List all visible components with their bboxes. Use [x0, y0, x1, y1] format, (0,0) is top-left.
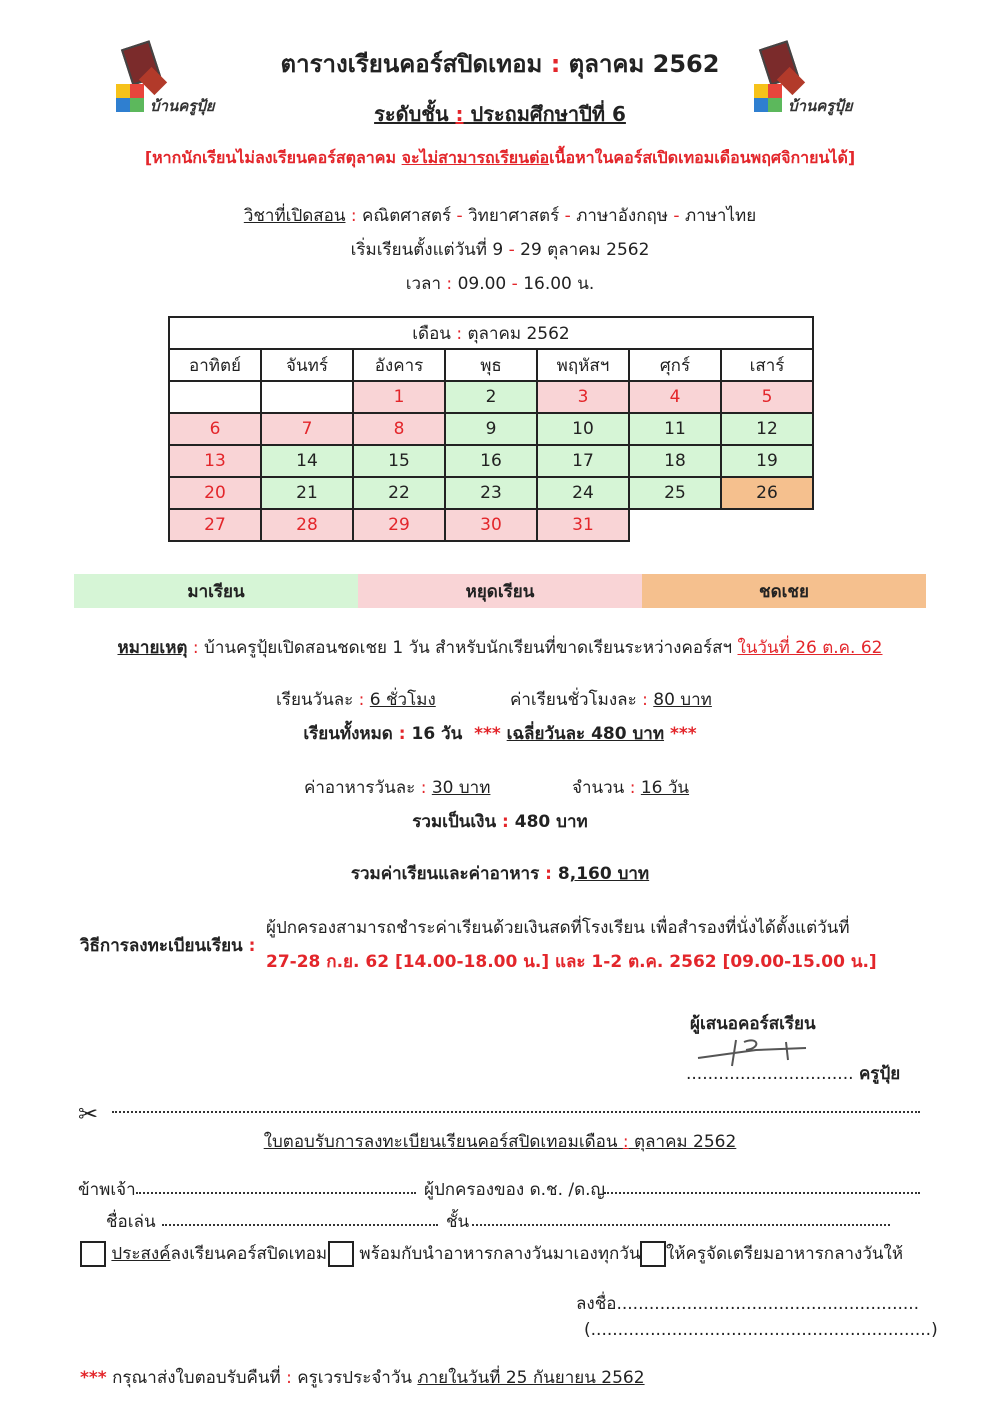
cut-line [112, 1111, 920, 1113]
class-label: ชั้น [446, 1212, 470, 1232]
calendar-day-cell: 7 [261, 413, 353, 445]
calendar-day-cell: 19 [721, 445, 813, 477]
weekday-header: พฤหัสฯ [537, 349, 629, 381]
calendar-day-cell: 28 [261, 509, 353, 541]
calendar-day-cell: 30 [445, 509, 537, 541]
calendar-day-cell: 17 [537, 445, 629, 477]
nickname-label: ชื่อเล่น [106, 1212, 156, 1232]
calendar-week-row [169, 509, 813, 541]
register-line-2: 27-28 ก.ย. 62 [14.00-18.00 น.] และ 1-2 ต.ค. 2562 [09.00-15.00 น.] [266, 952, 877, 972]
calendar-week-row [169, 445, 813, 477]
calendar-day-cell: 16 [445, 445, 537, 477]
logo-text: บ้านครูปุ้ย [150, 97, 215, 115]
calendar-day-cell: 13 [169, 445, 261, 477]
child-name-field[interactable] [604, 1192, 920, 1194]
register-label: วิธีการลงทะเบียนเรียน : [80, 936, 256, 956]
calendar-day-cell: 29 [353, 509, 445, 541]
calendar-day-cell: 18 [629, 445, 721, 477]
calendar-day-cell: 14 [261, 445, 353, 477]
calendar-day-cell: 6 [169, 413, 261, 445]
calendar-week-row [169, 413, 813, 445]
me-field[interactable] [136, 1192, 416, 1194]
remark-line: หมายเหตุ : บ้านครูปุ้ยเปิดสอนชดเชย 1 วัน สำหรับนักเรียนที่ขาดเรียนระหว่างคอร์สฯ ในวันที่ 26 ต.ค. 62 [117, 638, 883, 658]
calendar-day-cell: 5 [721, 381, 813, 413]
weekday-header: อังคาร [353, 349, 445, 381]
grand-total-line: รวมค่าเรียนและค่าอาหาร : 8,160 บาท [350, 864, 650, 884]
bring-lunch-checkbox[interactable] [328, 1241, 354, 1267]
signature-line: ............................... ครูปุ้ย [686, 1064, 901, 1084]
class-field[interactable] [472, 1224, 890, 1226]
option-teacher-lunch[interactable]: ให้ครูจัดเตรียมอาหารกลางวันให้ [640, 1240, 903, 1267]
nickname-field[interactable] [162, 1224, 438, 1226]
calendar-day-cell: 11 [629, 413, 721, 445]
calendar-day-cell: 1 [353, 381, 445, 413]
weekday-header: เสาร์ [721, 349, 813, 381]
calendar-day-cell: 10 [537, 413, 629, 445]
sign-line: ลงชื่อ........................................................ [576, 1294, 920, 1314]
page-title: ตารางเรียนคอร์สปิดเทอม : ตุลาคม 2562 [280, 50, 720, 78]
calendar-day-cell: 20 [169, 477, 261, 509]
calendar-day-cell [169, 381, 261, 413]
start-date-line: เริ่มเรียนตั้งแต่วันที่ 9 - 29 ตุลาคม 2562 [350, 240, 650, 260]
enroll-checkbox[interactable] [80, 1241, 106, 1267]
calendar-week-row [169, 381, 813, 413]
calendar-day-cell: 25 [629, 477, 721, 509]
legend-makeup: ชดเชย [642, 574, 926, 608]
form-title: ใบตอบรับการลงทะเบียนเรียนคอร์สปิดเทอมเดือน : ตุลาคม 2562 [263, 1132, 737, 1152]
legend-study: มาเรียน [74, 574, 358, 608]
weekday-header: ศุกร์ [629, 349, 721, 381]
register-line-1: ผู้ปกครองสามารถชำระค่าเรียนด้วยเงินสดที่โรงเรียน เพื่อสำรองที่นั่งได้ตั้งแต่วันที่ [266, 918, 850, 938]
guardian-label: ผู้ปกครองของ ด.ช. /ด.ญ [424, 1180, 606, 1200]
calendar-day-cell: 31 [537, 509, 629, 541]
teacher-lunch-checkbox[interactable] [640, 1241, 666, 1267]
meal-line: ค่าอาหารวันละ : 30 บาท [304, 778, 491, 798]
hours-line: เรียนวันละ : 6 ชั่วโมง [276, 690, 436, 710]
weekday-header: พุธ [445, 349, 537, 381]
calendar-day-cell: 2 [445, 381, 537, 413]
calendar-day-cell: 4 [629, 381, 721, 413]
legend [74, 574, 926, 608]
level-title: ระดับชั้น : ประถมศึกษาปีที่ 6 [374, 102, 626, 126]
me-label: ข้าพเจ้า [78, 1180, 136, 1200]
scissors-icon: ✂ [78, 1100, 99, 1128]
calendar-day-cell: 12 [721, 413, 813, 445]
calendar-day-cell: 3 [537, 381, 629, 413]
calendar-day-cell: 22 [353, 477, 445, 509]
calendar-month-header: เดือน : ตุลาคม 2562 [169, 317, 813, 349]
notice: [หากนักเรียนไม่ลงเรียนคอร์สตุลาคม จะไม่สามารถเรียนต่อเนื้อหาในคอร์สเปิดเทอมเดือนพฤศจิกายนได้] [144, 148, 856, 167]
footer-note: *** กรุณาส่งใบตอบรับคืนที่ : ครูเวรประจำวัน ภายในวันที่ 25 กันยายน 2562 [80, 1368, 645, 1388]
legend-off: หยุดเรียน [358, 574, 642, 608]
subjects-line: วิชาที่เปิดสอน : คณิตศาสตร์ - วิทยาศาสตร์ - ภาษาอังกฤษ - ภาษาไทย [243, 206, 757, 226]
rate-line: ค่าเรียนชั่วโมงละ : 80 บาท [510, 690, 712, 710]
calendar-day-cell: 23 [445, 477, 537, 509]
option-enroll[interactable]: ประสงค์ลงเรียนคอร์สปิดเทอม [80, 1240, 327, 1267]
total-days-line: เรียนทั้งหมด : 16 วัน *** เฉลี่ยวันละ 480 บาท *** [303, 724, 697, 744]
calendar-day-cell: 26 [721, 477, 813, 509]
weekday-header-row [169, 349, 813, 381]
calendar-day-cell: 21 [261, 477, 353, 509]
calendar-day-cell: 9 [445, 413, 537, 445]
calendar-day-cell [629, 509, 721, 541]
calendar-day-cell: 15 [353, 445, 445, 477]
calendar-week-row [169, 477, 813, 509]
sign-name-line: (...............................................................) [584, 1320, 938, 1340]
calendar-table [168, 316, 814, 542]
calendar-day-cell: 27 [169, 509, 261, 541]
calendar-day-cell: 24 [537, 477, 629, 509]
signature-title: ผู้เสนอคอร์สเรียน [690, 1014, 816, 1034]
option-bring-lunch[interactable]: พร้อมกับนำอาหารกลางวันมาเองทุกวัน [328, 1240, 641, 1267]
weekday-header: อาทิตย์ [169, 349, 261, 381]
meal-total-line: รวมเป็นเงิน : 480 บาท [412, 812, 588, 832]
calendar-day-cell: 8 [353, 413, 445, 445]
meal-count-line: จำนวน : 16 วัน [572, 778, 690, 798]
weekday-header: จันทร์ [261, 349, 353, 381]
logo-text: บ้านครูปุ้ย [788, 97, 853, 115]
calendar-day-cell [721, 509, 813, 541]
time-line: เวลา : 09.00 - 16.00 น. [405, 274, 595, 294]
calendar-day-cell [261, 381, 353, 413]
